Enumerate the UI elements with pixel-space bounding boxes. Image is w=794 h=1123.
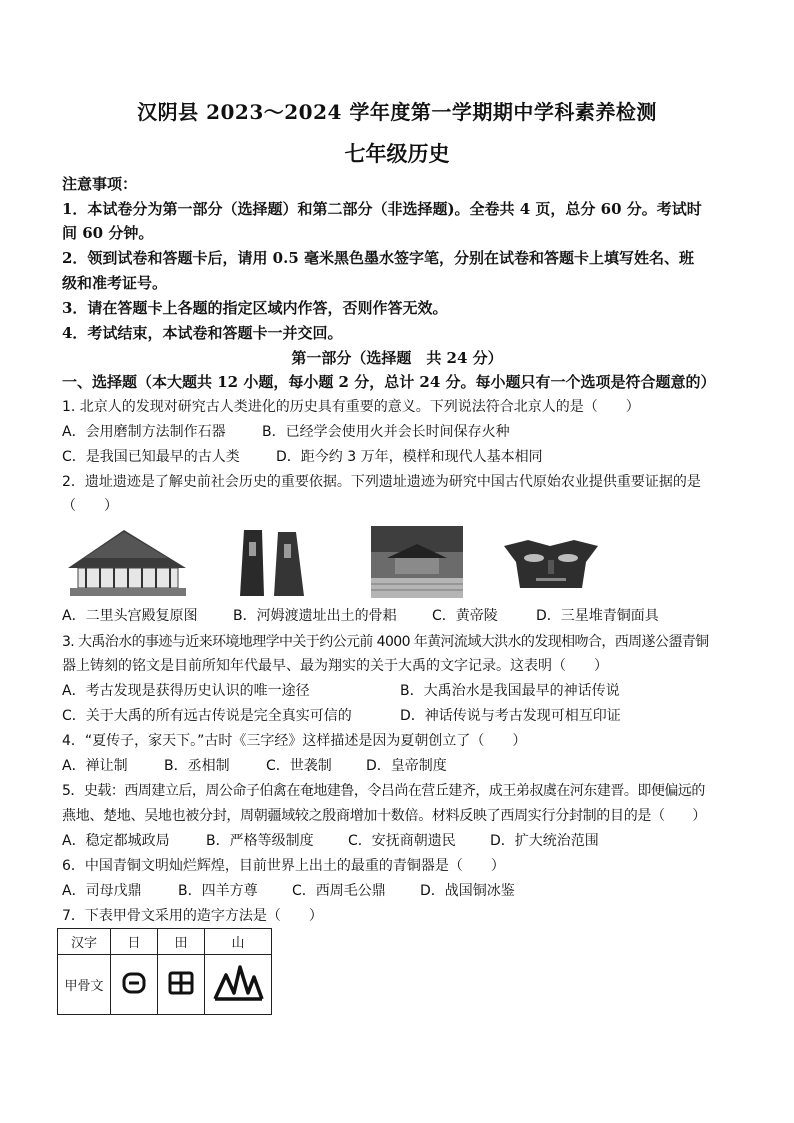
q3-option-d: D．神话传说与考古发现可相互印证: [400, 708, 621, 724]
q6-option-a: A．司母戊鼎: [62, 883, 142, 899]
q5-option-c: C．安抚商朝遗民: [348, 833, 456, 849]
notice-item: 间 60 分钟。: [62, 224, 154, 242]
q2-option-d: D．三星堆青铜面具: [536, 608, 659, 624]
question-3-stem: 3. 大禹治水的事迹与近来环境地理学中关于约公元前 4000 年黄河流域大洪水的发现相吻合，西周遂公盨青铜: [62, 634, 709, 650]
notice-heading: 注意事项：: [62, 175, 138, 193]
huangdi-mausoleum-image: [371, 526, 463, 598]
question-3-stem-cont: 器上铸刻的铭文是目前所知年代最早、最为翔实的关于大禹的文字记录。这表明（ ）: [62, 658, 608, 674]
section-heading: 一、选择题（本大题共 12 小题，每小题 2 分，总计 24 分。每小题只有一个选项是符合题意的）: [62, 373, 716, 391]
hemudu-bone-spade-image: [234, 526, 310, 600]
q1-option-a: A．会用磨制方法制作石器: [62, 424, 226, 440]
q2-option-a: A．二里头宫殿复原图: [62, 608, 198, 624]
notice-item: 2．领到试卷和答题卡后，请用 0.5 毫米黑色墨水签字笔，分别在试卷和答题卡上填写姓名、班: [62, 249, 694, 267]
oracle-mountain-glyph-icon: [212, 963, 264, 1003]
q1-option-b: B．已经学会使用火并会长时间保存火种: [262, 424, 510, 440]
table-char-tian: 田: [158, 929, 205, 955]
table-char-shan: 山: [205, 929, 272, 955]
q5-option-d: D．扩大统治范围: [490, 833, 599, 849]
q3-option-c: C．关于大禹的所有远古传说是完全真实可信的: [62, 708, 352, 724]
sanxingdui-bronze-mask-image: [500, 532, 602, 598]
table-char-ri: 日: [111, 929, 158, 955]
q4-option-a: A．禅让制: [62, 758, 128, 774]
oracle-field-glyph-icon: [166, 968, 196, 998]
q2-option-c: C．黄帝陵: [432, 608, 498, 624]
q2-option-b: B．河姆渡遗址出土的骨耜: [233, 608, 397, 624]
q5-option-b: B．严格等级制度: [206, 833, 314, 849]
q4-option-b: B．丞相制: [164, 758, 230, 774]
exam-title: 汉阴县 2023～2024 学年度第一学期期中学科素养检测: [137, 100, 657, 124]
exam-subtitle: 七年级历史: [344, 141, 450, 166]
q1-option-d: D．距今约 3 万年，模样和现代人基本相同: [276, 449, 543, 465]
question-5-stem-cont: 燕地、楚地、吴地也被分封，周朝疆域较之殷商增加十数倍。材料反映了西周实行分封制的目的是（ ）: [62, 808, 706, 824]
q4-option-c: C．世袭制: [266, 758, 332, 774]
question-6-stem: 6．中国青铜文明灿烂辉煌，目前世界上出土的最重的青铜器是（ ）: [62, 858, 505, 874]
notice-item: 1．本试卷分为第一部分（选择题）和第二部分（非选择题)。全卷共 4 页，总分 60 分。考试时: [62, 200, 702, 218]
question-1-stem: 1. 北京人的发现对研究古人类进化的历史具有重要的意义。下列说法符合北京人的是（ ）: [62, 399, 640, 415]
notice-item: 级和准考证号。: [62, 274, 168, 292]
notice-item: 4．考试结束，本试卷和答题卡一并交回。: [62, 324, 343, 342]
question-5-stem: 5．史载：西周建立后，周公命子伯禽在奄地建鲁，令吕尚在营丘建齐，成王弟叔虞在河东建晋。即便偏远的: [62, 783, 705, 799]
oracle-sun-glyph-icon: [119, 968, 149, 998]
question-2-stem-cont: （ ）: [62, 498, 118, 514]
oracle-bone-table: [57, 928, 272, 1015]
q6-option-c: C．西周毛公鼎: [292, 883, 386, 899]
erlitou-palace-image: [64, 526, 190, 600]
table-row-label: 甲骨文: [58, 955, 111, 1015]
question-4-stem: 4．“夏传子，家天下。”古时《三字经》这样描述是因为夏朝创立了（ ）: [62, 733, 527, 749]
q3-option-a: A．考古发现是获得历史认识的唯一途径: [62, 683, 310, 699]
q1-option-c: C．是我国已知最早的古人类: [62, 449, 240, 465]
q4-option-d: D．皇帝制度: [366, 758, 447, 774]
oracle-glyph-shan: [205, 955, 272, 1015]
question-7-stem: 7．下表甲骨文采用的造字方法是（ ）: [62, 908, 323, 924]
q6-option-d: D．战国铜冰鉴: [420, 883, 515, 899]
oracle-glyph-tian: [158, 955, 205, 1015]
q6-option-b: B．四羊方尊: [178, 883, 258, 899]
part1-title: 第一部分（选择题 共 24 分）: [291, 349, 503, 367]
q5-option-a: A．稳定都城政局: [62, 833, 170, 849]
question-2-stem: 2．遗址遗迹是了解史前社会历史的重要依据。下列遗址遗迹为研究中国古代原始农业提供重要证据的是: [62, 474, 701, 490]
q3-option-b: B．大禹治水是我国最早的神话传说: [400, 683, 620, 699]
table-header-label: 汉字: [58, 929, 111, 955]
notice-item: 3．请在答题卡上各题的指定区域内作答，否则作答无效。: [62, 299, 448, 317]
oracle-glyph-ri: [111, 955, 158, 1015]
